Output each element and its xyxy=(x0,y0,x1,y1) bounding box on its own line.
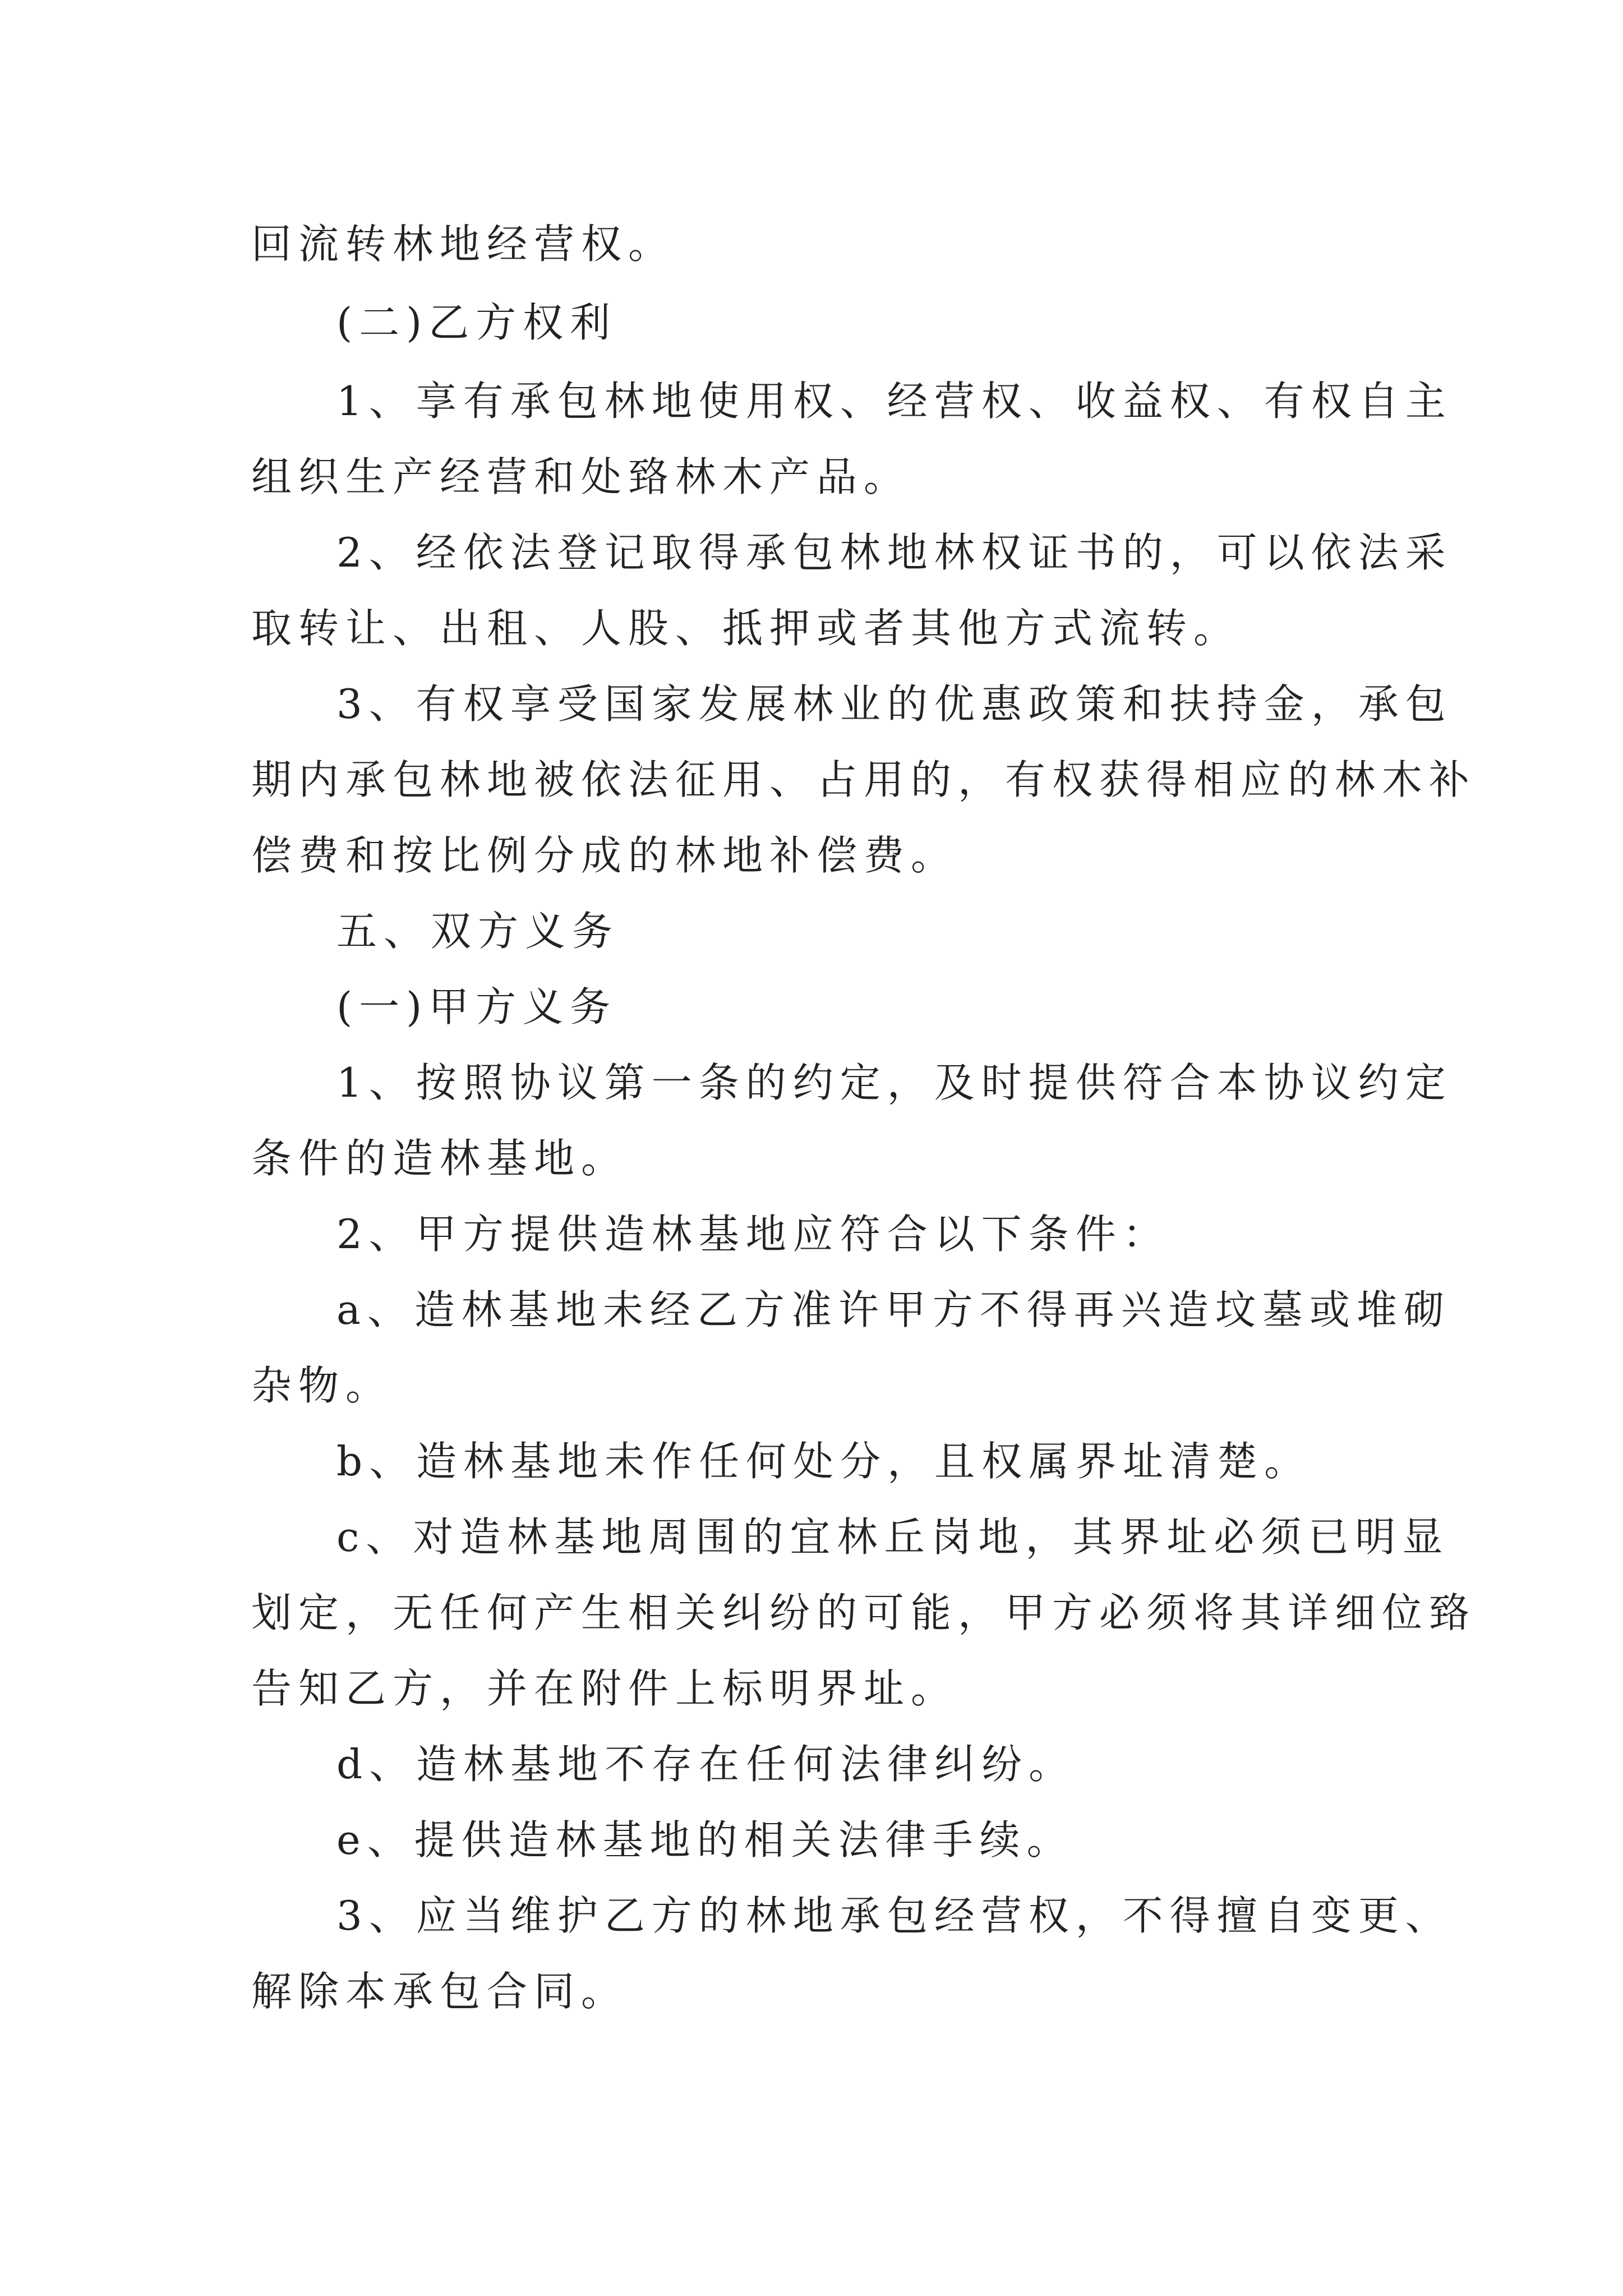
text-line: 回流转林地经营权。 xyxy=(251,220,676,268)
text-line: 告知乙方，并在附件上标明界址。 xyxy=(251,1665,958,1712)
text-line: b、造林基地未作任何处分，且权属界址清楚。 xyxy=(336,1438,1312,1485)
section-heading: 五、双方义务 xyxy=(336,908,620,955)
text-line: c、对造林基地周围的宜林丘岗地，其界址必须已明显 xyxy=(336,1513,1450,1561)
section-heading: (一)甲方义务 xyxy=(336,983,617,1030)
text-line: 2、经依法登记取得承包林地林权证书的，可以依法采 xyxy=(336,529,1453,576)
text-line: d、造林基地不存在任何法律纠纷。 xyxy=(336,1741,1076,1788)
text-line: 划定，无任何产生相关纠纷的可能，甲方必须将其详细位臵 xyxy=(251,1589,1477,1636)
text-line: 组织生产经营和处臵林木产品。 xyxy=(251,453,911,500)
section-heading: (二)乙方权利 xyxy=(336,299,617,346)
text-line: 条件的造林基地。 xyxy=(251,1135,629,1182)
text-line: e、提供造林基地的相关法律手续。 xyxy=(336,1816,1074,1864)
text-line: 3、应当维护乙方的林地承包经营权，不得擅自变更、 xyxy=(336,1892,1453,1939)
text-line: 期内承包林地被依法征用、占用的，有权获得相应的林木补 xyxy=(251,756,1477,803)
text-line: 3、有权享受国家发展林业的优惠政策和扶持金，承包 xyxy=(336,680,1453,728)
text-line: 杂物。 xyxy=(251,1362,393,1409)
text-line: 2、甲方提供造林基地应符合以下条件： xyxy=(336,1211,1170,1258)
text-line: 偿费和按比例分成的林地补偿费。 xyxy=(251,832,958,879)
text-line: 1、按照协议第一条的约定，及时提供符合本协议约定 xyxy=(336,1059,1453,1106)
text-line: 解除本承包合同。 xyxy=(251,1968,629,2015)
text-line: 1、享有承包林地使用权、经营权、收益权、有权自主 xyxy=(336,378,1453,425)
text-line: 取转让、出租、人股、抵押或者其他方式流转。 xyxy=(251,605,1241,652)
text-line: a、造林基地未经乙方准许甲方不得再兴造坟墓或堆砌 xyxy=(336,1286,1451,1333)
